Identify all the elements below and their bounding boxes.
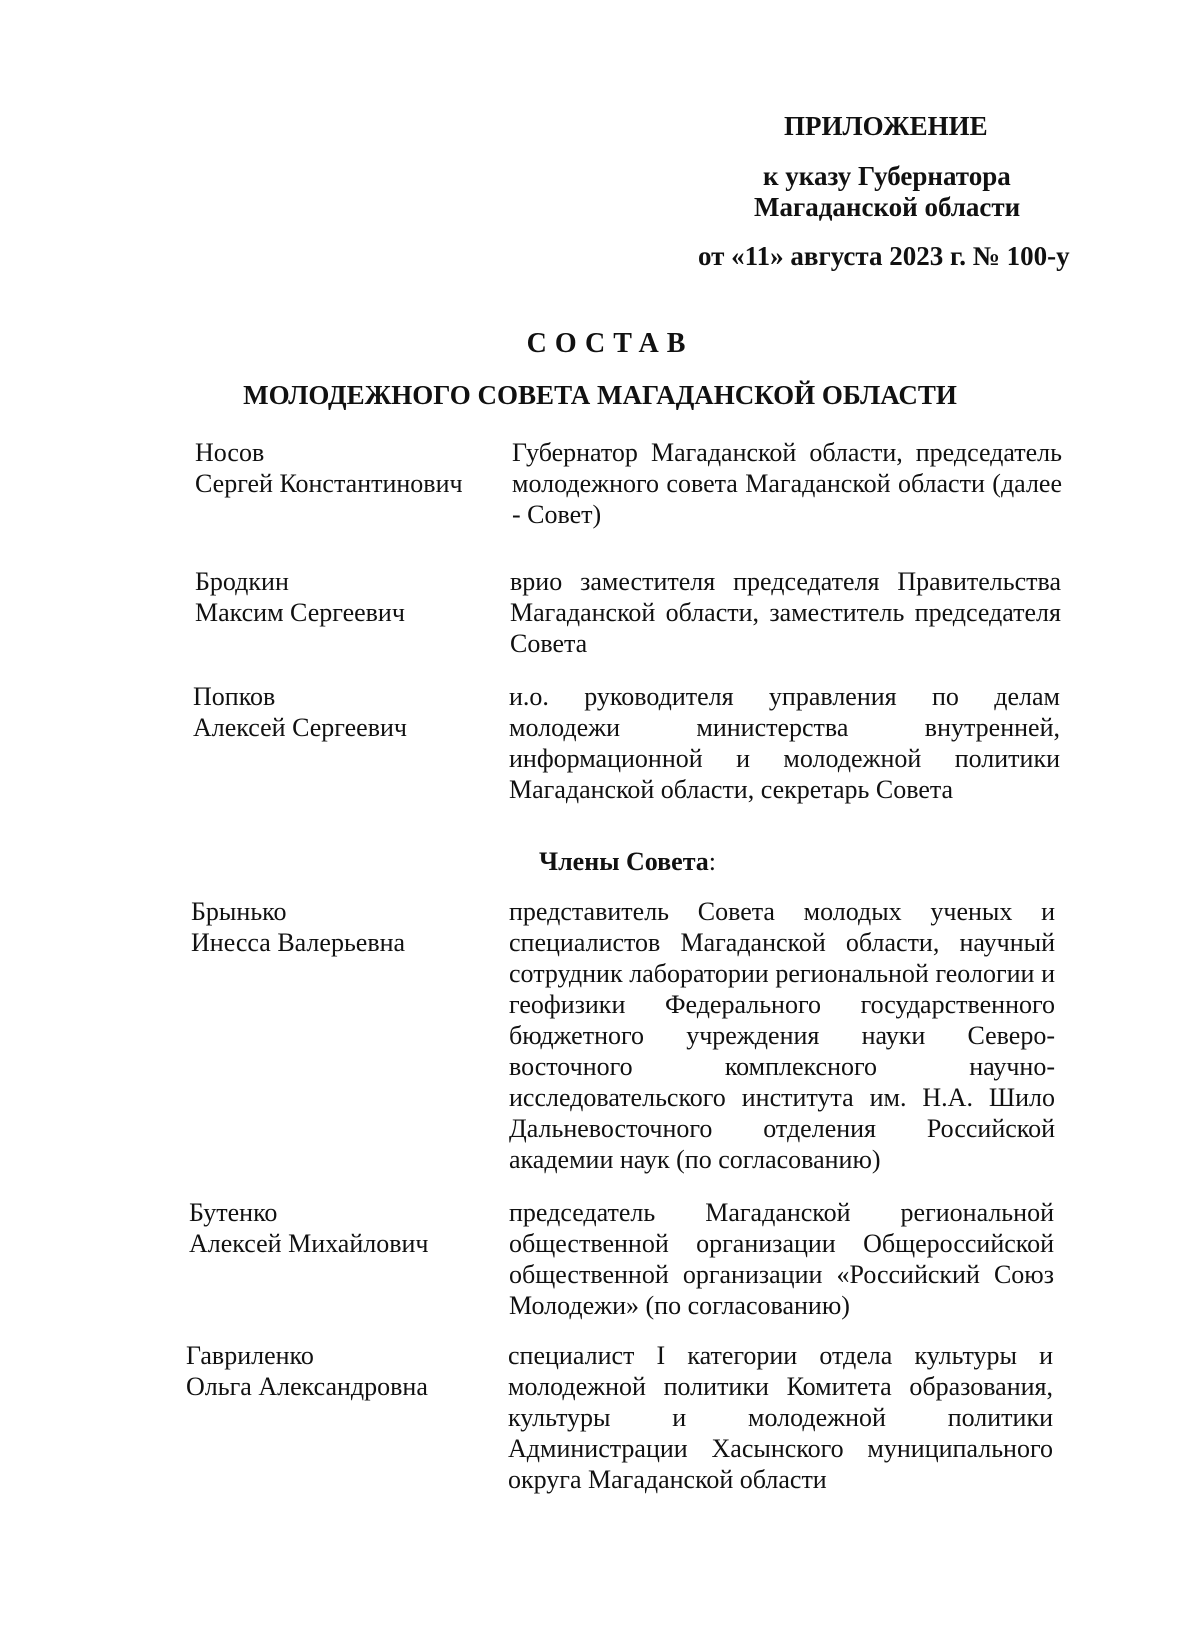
person-role: и.о. руководителя управления по делам молодежи министерства внутренней, информационной и молодежной политики Магаданской области, секретарь Совета [509, 682, 1060, 804]
appendix-title: ПРИЛОЖЕНИЕ [784, 111, 988, 141]
appendix-decree-line1: к указу Губернатора [763, 161, 1011, 191]
person-role: председатель Магаданской региональной общественной организации Общероссийской общественной организации «Российский Союз Молодежи» (по согласованию) [509, 1198, 1054, 1320]
person-given-names: Сергей Константинович [195, 469, 463, 498]
person-name [193, 681, 493, 743]
person-name [195, 437, 495, 499]
person-name [189, 1197, 489, 1259]
person-name [195, 566, 495, 628]
person-role: представитель Совета молодых ученых и специалистов Магаданской области, научный сотрудник лаборатории региональной геологии и геофизики Федерального государственного бюджетного учреждения науки Северо-восточного комплексного научно-исследовательского института им. Н.А. Шило Дальневосточного отделения Российской академии наук (по согласованию) [509, 897, 1055, 1174]
person-role: врио заместителя председателя Правительства Магаданской области, заместитель председателя Совета [510, 567, 1061, 658]
members-heading-text: Члены Совета [539, 847, 709, 876]
person-role: специалист I категории отдела культуры и молодежной политики Комитета образования, культуры и молодежной политики Администрации Хасынского муниципального округа Магаданской области [508, 1341, 1053, 1494]
appendix-decree-line2: Магаданской области [754, 192, 1021, 222]
person-given-names: Алексей Михайлович [189, 1229, 429, 1258]
person-name [186, 1340, 486, 1402]
person-surname: Бродкин [195, 567, 289, 596]
document-subtitle: МОЛОДЕЖНОГО СОВЕТА МАГАДАНСКОЙ ОБЛАСТИ [243, 380, 957, 410]
appendix-date: от «11» августа 2023 г. № 100-у [698, 241, 1070, 271]
person-surname: Носов [195, 438, 265, 467]
person-surname: Брынько [191, 897, 287, 926]
person-given-names: Ольга Александровна [186, 1372, 428, 1401]
document-title: СОСТАВ [526, 328, 694, 359]
person-surname: Бутенко [189, 1198, 278, 1227]
members-heading-colon: : [708, 847, 717, 876]
person-surname: Попков [193, 682, 276, 711]
person-given-names: Максим Сергеевич [195, 598, 405, 627]
person-role: Губернатор Магаданской области, председатель молодежного совета Магаданской области (далее - Совет) [512, 438, 1062, 529]
person-given-names: Алексей Сергеевич [193, 713, 407, 742]
person-name [191, 896, 491, 958]
person-surname: Гавриленко [186, 1341, 314, 1370]
person-given-names: Инесса Валерьевна [191, 928, 406, 957]
members-heading [539, 847, 716, 877]
